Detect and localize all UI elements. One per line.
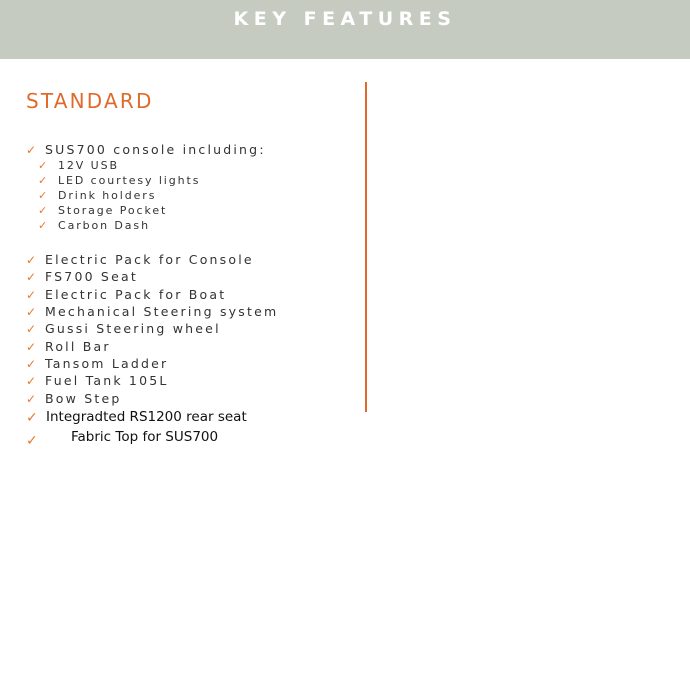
- check-icon: ✓: [38, 204, 48, 217]
- check-icon: ✓: [26, 410, 38, 426]
- check-icon: ✓: [26, 374, 37, 388]
- sub-feature-label: Storage Pocket: [58, 204, 168, 217]
- check-icon: ✓: [26, 288, 37, 302]
- check-icon: ✓: [26, 433, 38, 449]
- check-icon: ✓: [38, 159, 48, 172]
- feature-label: SUS700 console including:: [45, 142, 266, 157]
- feature-label: Bow Step: [45, 391, 122, 406]
- feature-label: Roll Bar: [45, 339, 111, 354]
- feature-label: Integradted RS1200 rear seat: [46, 409, 247, 425]
- section-title: STANDARD: [26, 89, 154, 113]
- check-icon: ✓: [26, 357, 37, 371]
- check-icon: ✓: [26, 392, 37, 406]
- sub-feature-label: Drink holders: [58, 189, 157, 202]
- sub-feature-label: 12V USB: [58, 159, 119, 172]
- feature-label: Fabric Top for SUS700: [71, 429, 219, 445]
- sub-feature-label: Carbon Dash: [58, 219, 150, 232]
- check-icon: ✓: [38, 189, 48, 202]
- page-title: KEY FEATURES: [233, 8, 457, 30]
- vertical-divider: [365, 82, 367, 412]
- header-banner: [0, 0, 690, 59]
- feature-label: Electric Pack for Console: [45, 252, 254, 267]
- feature-label: Electric Pack for Boat: [45, 287, 227, 302]
- feature-label: Tansom Ladder: [45, 356, 169, 371]
- check-icon: ✓: [26, 322, 37, 336]
- check-icon: ✓: [26, 340, 37, 354]
- check-icon: ✓: [26, 270, 37, 284]
- feature-label: FS700 Seat: [45, 269, 138, 284]
- feature-label: Fuel Tank 105L: [45, 373, 169, 388]
- sub-feature-label: LED courtesy lights: [58, 174, 201, 187]
- feature-label: Mechanical Steering system: [45, 304, 279, 319]
- check-icon: ✓: [26, 305, 37, 319]
- check-icon: ✓: [38, 219, 48, 232]
- check-icon: ✓: [26, 253, 37, 267]
- feature-label: Gussi Steering wheel: [45, 321, 221, 336]
- check-icon: ✓: [38, 174, 48, 187]
- check-icon: ✓: [26, 143, 37, 157]
